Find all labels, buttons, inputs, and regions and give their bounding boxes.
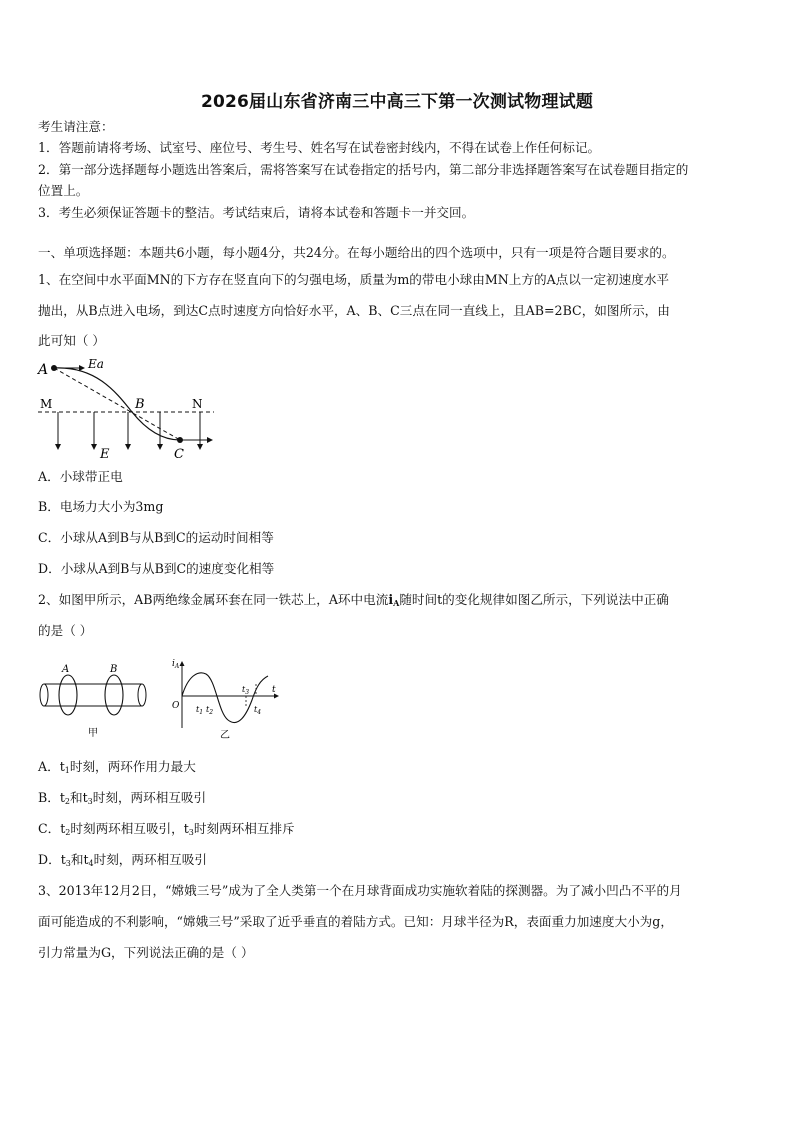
label-t2 bbox=[206, 705, 213, 716]
option-sub: 3 bbox=[87, 797, 93, 806]
question-2-text-prefix: 2、如图甲所示，AB两绝缘金属环套在同一铁芯上，A环中电流 bbox=[38, 592, 389, 607]
question-2-option bbox=[38, 851, 760, 873]
option-text: 和t bbox=[70, 790, 88, 805]
section-heading: 一、单项选择题：本题共6小题，每小题4分，共24分。在每小题给出的四个选项中，只有一项是符合题目要求的。 bbox=[38, 245, 675, 260]
option-text: 时刻，两环相互吸引 bbox=[93, 852, 207, 867]
question-2-option bbox=[38, 758, 760, 780]
label-ia-var: i bbox=[172, 659, 175, 669]
label-t4 bbox=[254, 705, 261, 716]
option-text: 和t bbox=[70, 852, 89, 867]
label-b: B bbox=[135, 397, 145, 412]
option-text: B．t bbox=[38, 790, 65, 805]
current-symbol bbox=[388, 592, 399, 607]
label-t4-sub: 4 bbox=[257, 709, 262, 716]
label-ia bbox=[172, 659, 180, 670]
question-1-figure bbox=[36, 352, 226, 462]
question-1-option: C．小球从A到B与从B到C的运动时间相等 bbox=[38, 530, 274, 545]
notice-item: 2．第一部分选择题每小题选出答案后，需将答案写在试卷指定的括号内，第二部分非选择题答案写在试卷题目指定的 bbox=[38, 162, 689, 177]
label-t1-var: t bbox=[196, 705, 200, 714]
question-2-option bbox=[38, 789, 760, 811]
label-ia-sub: A bbox=[174, 663, 180, 670]
option-sub: 2 bbox=[64, 797, 71, 806]
question-2-figure-jia bbox=[38, 660, 150, 740]
label-t3 bbox=[242, 685, 249, 696]
option-sub: 4 bbox=[88, 859, 94, 868]
label-t3-var: t bbox=[242, 685, 246, 694]
notice-heading: 考生请注意： bbox=[38, 119, 114, 134]
question-2-text-suffix: 随时间t的变化规律如图乙所示，下列说法中正确 bbox=[399, 592, 669, 607]
option-text: 时刻两环相互排斥 bbox=[193, 821, 295, 836]
label-t1-sub: 1 bbox=[199, 709, 204, 716]
notice-item: 1．答题前请将考场、试室号、座位号、考生号、姓名写在试卷密封线内，不得在试卷上作任何标记。 bbox=[38, 140, 601, 155]
label-jia: 甲 bbox=[88, 728, 98, 739]
label-t3-sub: 3 bbox=[245, 689, 250, 696]
question-3-text: 3、2013年12月2日，“嫦娥三号”成为了全人类第一个在月球背面成功实施软着陆的探测器。为了减小凹凸不平的月 bbox=[38, 883, 682, 898]
question-1-text: 此可知（ ） bbox=[38, 333, 105, 348]
option-text: 时刻两环相互吸引，t bbox=[70, 821, 189, 836]
question-2-figure-yi bbox=[168, 656, 282, 742]
label-yi: 乙 bbox=[220, 730, 230, 741]
label-m: M bbox=[40, 397, 53, 411]
label-t1 bbox=[196, 705, 203, 716]
label-n: N bbox=[192, 397, 203, 411]
question-2-option bbox=[38, 820, 760, 842]
label-origin: O bbox=[172, 701, 180, 711]
question-2-text: 的是（ ） bbox=[38, 623, 93, 638]
label-a: A bbox=[38, 362, 49, 378]
current-sub: A bbox=[393, 598, 400, 608]
label-ring-a: A bbox=[62, 664, 70, 675]
label-ring-b: B bbox=[110, 664, 118, 675]
label-ea: Ea bbox=[88, 357, 104, 371]
label-t4-var: t bbox=[254, 705, 258, 714]
question-1-option: B．电场力大小为3mg bbox=[38, 499, 164, 514]
option-text: 时刻，两环作用力最大 bbox=[69, 759, 196, 774]
option-sub: 1 bbox=[64, 766, 70, 775]
label-t2-var: t bbox=[206, 705, 210, 714]
notice-item: 位置上。 bbox=[38, 183, 89, 198]
question-1-option: D．小球从A到B与从B到C的速度变化相等 bbox=[38, 561, 275, 576]
option-text: A．t bbox=[38, 759, 65, 774]
question-1-text: 1、在空间中水平面MN的下方存在竖直向下的匀强电场，质量为m的带电小球由MN上方的A点以一定初速度水平 bbox=[38, 272, 670, 287]
current-var: i bbox=[388, 592, 394, 607]
question-1-text: 抛出，从B点进入电场，到达C点时速度方向恰好水平，A、B、C三点在同一直线上，且AB=2BC，如图所示，由 bbox=[38, 303, 670, 318]
option-text: D．t bbox=[38, 852, 66, 867]
label-t2-sub: 2 bbox=[209, 709, 214, 716]
label-e: E bbox=[100, 447, 110, 462]
question-1-option: A．小球带正电 bbox=[38, 469, 123, 484]
question-3-text: 引力常量为G，下列说法正确的是（ ） bbox=[38, 945, 254, 960]
option-sub: 2 bbox=[65, 828, 71, 837]
option-sub: 3 bbox=[65, 859, 71, 868]
option-text: C．t bbox=[38, 821, 66, 836]
question-3-text: 面可能造成的不利影响，“嫦娥三号”采取了近乎垂直的着陆方式。已知：月球半径为R，表面重力加速度大小为g， bbox=[38, 914, 673, 929]
option-text: 时刻，两环相互吸引 bbox=[92, 790, 207, 805]
option-sub: 3 bbox=[188, 828, 194, 837]
label-c: C bbox=[174, 447, 184, 462]
label-t-axis: t bbox=[272, 685, 276, 695]
page-title: 2026届山东省济南三中高三下第一次测试物理试题 bbox=[200, 92, 594, 112]
question-2-text bbox=[38, 591, 760, 612]
notice-item: 3．考生必须保证答题卡的整洁。考试结束后，请将本试卷和答题卡一并交回。 bbox=[38, 205, 475, 220]
